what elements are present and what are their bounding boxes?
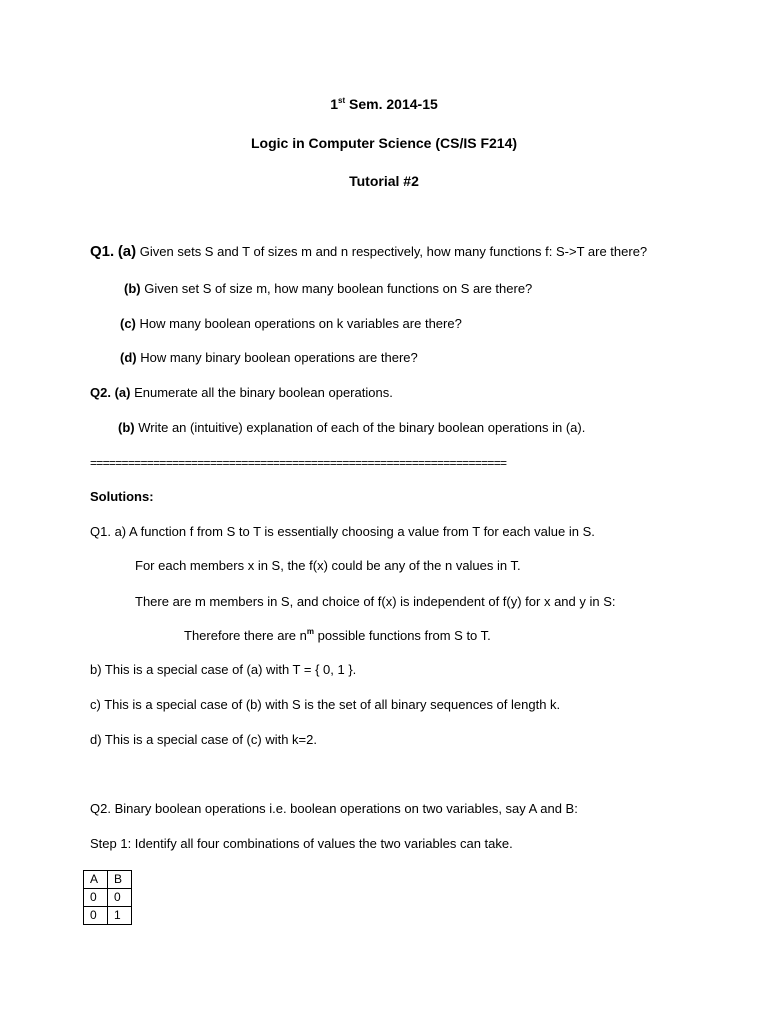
solutions-heading: Solutions: [90, 489, 154, 504]
table-cell: 0 [108, 889, 132, 907]
sol-q1a-line1: Q1. a) A function f from S to T is essentially choosing a value from T for each value in S. [90, 524, 595, 539]
sol-q1d: d) This is a special case of (c) with k=2. [90, 732, 317, 747]
q2a: Q2. (a) Enumerate all the binary boolean operations. [90, 385, 393, 400]
semester-heading: 1st Sem. 2014-15 [330, 96, 438, 112]
sol-q1a-line2: For each members x in S, the f(x) could be any of the n values in T. [135, 558, 521, 573]
q1a: Q1. (a) Given sets S and T of sizes m and n respectively, how many functions f: S->T are there? [90, 243, 648, 260]
sol-q1b: b) This is a special case of (a) with T = { 0, 1 }. [90, 662, 357, 677]
sol-q1c: c) This is a special case of (b) with S is the set of all binary sequences of length k. [90, 697, 561, 712]
table-row [84, 907, 132, 925]
table-cell: 0 [84, 907, 108, 925]
table-cell: 1 [108, 907, 132, 925]
table-header-a: A [84, 871, 108, 889]
sol-q2-step1: Step 1: Identify all four combinations of values the two variables can take. [90, 836, 513, 851]
q2b: (b) Write an (intuitive) explanation of each of the binary boolean operations in (a). [118, 420, 586, 435]
tutorial-title: Tutorial #2 [349, 173, 419, 189]
truth-table [83, 870, 132, 925]
q1c: (c) How many boolean operations on k variables are there? [120, 316, 462, 331]
sol-q1a-line4: Therefore there are $n^m$ possible functions from S to T. [184, 627, 491, 643]
separator-line: ================================================================== [90, 456, 507, 470]
q1b: (b) Given set S of size m, how many boolean functions on S are there? [124, 281, 533, 296]
table-cell: 0 [84, 889, 108, 907]
q1d: (d) How many binary boolean operations are there? [120, 350, 418, 365]
table-row [84, 889, 132, 907]
course-title: Logic in Computer Science (CS/IS F214) [250, 135, 518, 151]
sol-q1a-line3: There are m members in S, and choice of f(x) is independent of f(y) for x and y in S: [135, 594, 616, 609]
table-header-row [84, 871, 132, 889]
table-header-b: B [108, 871, 132, 889]
sol-q2-intro: Q2. Binary boolean operations i.e. boolean operations on two variables, say A and B: [90, 801, 578, 816]
